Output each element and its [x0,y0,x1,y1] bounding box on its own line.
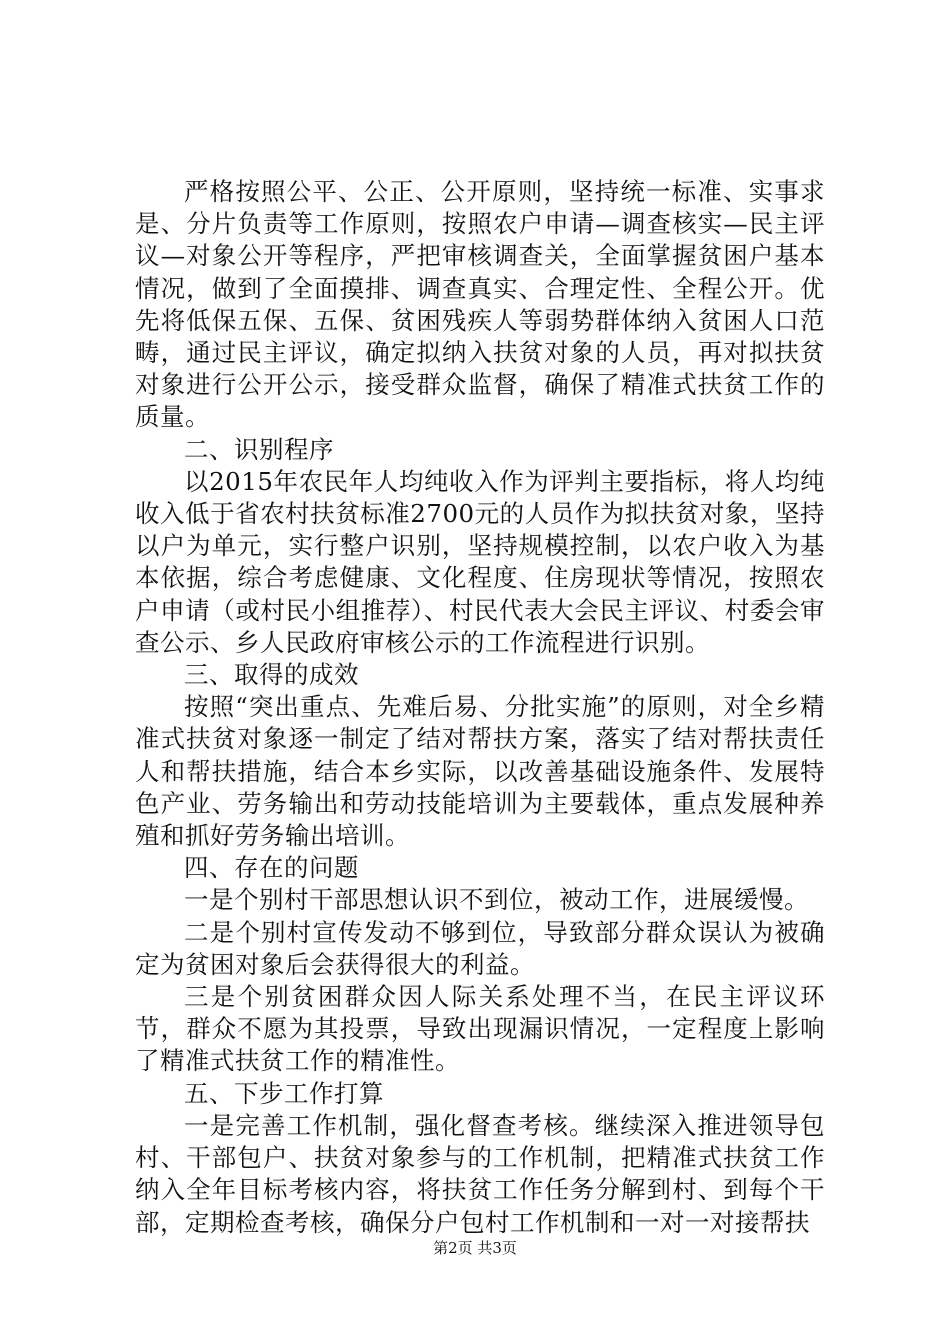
paragraph-problem-three: 三是个别贫困群众因人际关系处理不当，在民主评议环节，群众不愿为其投票，导致出现漏识情况，一定程度上影响了精准式扶贫工作的精准性。 [135,982,825,1076]
heading-next-steps: 五、下步工作打算 [184,1078,384,1108]
paragraph-achievements: 按照“突出重点、先难后易、分批实施”的原则，对全乡精准式扶贫对象逐一制定了结对帮扶方案，落实了结对帮扶责任人和帮扶措施，结合本乡实际，以改善基础设施条件、发展特色产业、劳务输出和劳动技能培训为主要载体，重点发展种养殖和抓好劳务输出培训。 [135,692,825,851]
paragraph-problem-two: 二是个别村宣传发动不够到位，导致部分群众误认为被确定为贫困对象后会获得很大的利益。 [135,917,825,979]
paragraph-problem-one: 一是个别村干部思想认识不到位，被动工作，进展缓慢。 [184,885,809,915]
heading-identification-procedure: 二、识别程序 [184,434,334,464]
heading-existing-problems: 四、存在的问题 [184,853,359,883]
paragraph-identification-procedure: 以2015年农民年人均纯收入作为评判主要指标，将人均纯收入低于省农村扶贫标准2700元的人员作为拟扶贫对象，坚持以户为单元，实行整户识别，坚持规模控制，以农户收入为基本依据，综合考虑健康、文化程度、住房现状等情况，按照农户申请（或村民小组推荐）、村民代表大会民主评议、村委会审查公示、乡人民政府审核公示的工作流程进行识别。 [135,466,825,657]
heading-achievements: 三、取得的成效 [184,660,359,690]
paragraph-selection-principles: 严格按照公平、公正、公开原则，坚持统一标准、实事求是、分片负责等工作原则，按照农户申请—调查核实—民主评议—对象公开等程序，严把审核调查关，全面掌握贫困户基本情况，做到了全面摸排、调查真实、合理定性、全程公开。优先将低保五保、五保、贫困残疾人等弱势群体纳入贫困人口范畴，通过民主评议，确定拟纳入扶贫对象的人员，再对拟扶贫对象进行公开公示，接受群众监督，确保了精准式扶贫工作的质量。 [135,177,825,432]
document-body [135,176,825,1239]
paragraph-next-step-one: 一是完善工作机制，强化督查考核。继续深入推进领导包村、干部包户、扶贫对象参与的工作机制，把精准式扶贫工作纳入全年目标考核内容，将扶贫工作任务分解到村、到每个干部，定期检查考核，确保分户包村工作机制和一对一对接帮扶 [135,1110,825,1237]
page-footer: 第2页 共3页 [433,1239,517,1257]
